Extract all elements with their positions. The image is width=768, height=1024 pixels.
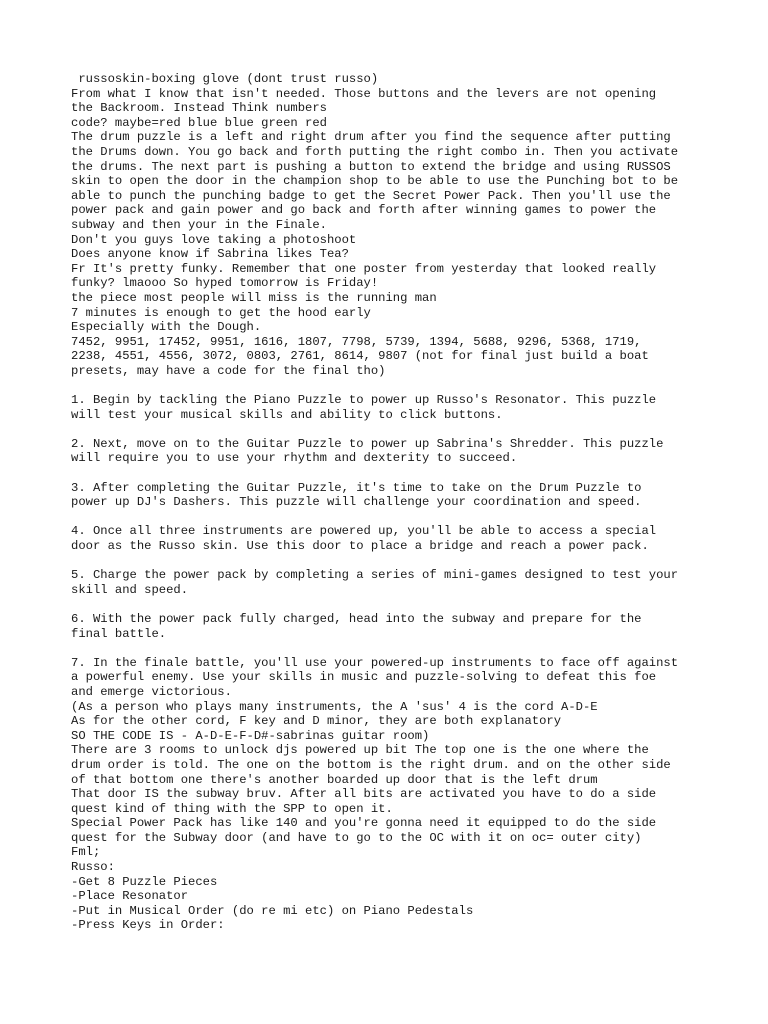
- text-line: power pack and gain power and go back and forth after winning games to power the: [71, 203, 657, 218]
- blank-line: [71, 510, 711, 525]
- text-line: skill and speed.: [71, 582, 189, 597]
- text-line: -Get 8 Puzzle Pieces: [71, 874, 218, 889]
- text-line: and emerge victorious.: [71, 684, 232, 699]
- text-line: Don't you guys love taking a photoshoot: [71, 232, 357, 247]
- text-line: There are 3 rooms to unlock djs powered up bit The top one is the one where the: [71, 743, 649, 758]
- text-line: quest for the Subway door (and have to go to the OC with it on oc= outer city): [71, 830, 642, 845]
- blank-line: [71, 422, 711, 437]
- text-line: The drum puzzle is a left and right drum after you find the sequence after putting: [71, 130, 671, 145]
- text-line: 7452, 9951, 17452, 9951, 1616, 1807, 7798, 5739, 1394, 5688, 9296, 5368, 1719,: [71, 334, 642, 349]
- text-line: That door IS the subway bruv. After all bits are activated you have to do a side: [71, 787, 657, 802]
- text-line: Fml;: [71, 845, 101, 860]
- blank-line: [71, 554, 711, 569]
- text-line: will require you to use your rhythm and dexterity to succeed.: [71, 451, 518, 466]
- text-line: -Put in Musical Order (do re mi etc) on Piano Pedestals: [71, 903, 474, 918]
- text-line: Fr It's pretty funky. Remember that one poster from yesterday that looked really: [71, 261, 657, 276]
- text-line: Russo:: [71, 860, 115, 875]
- text-line: presets, may have a code for the final tho): [71, 363, 386, 378]
- text-line: the Backroom. Instead Think numbers: [71, 101, 327, 116]
- text-line: 5. Charge the power pack by completing a series of mini-games designed to test your: [71, 568, 679, 583]
- text-line: SO THE CODE IS - A-D-E-F-D#-sabrinas guitar room): [71, 728, 430, 743]
- text-line: -Press Keys in Order:: [71, 918, 225, 933]
- text-line: 7 minutes is enough to get the hood early: [71, 305, 371, 320]
- text-line: final battle.: [71, 626, 167, 641]
- text-line: 7. In the finale battle, you'll use your powered-up instruments to face off against: [71, 655, 679, 670]
- text-line: 6. With the power pack fully charged, head into the subway and prepare for the: [71, 611, 642, 626]
- text-line: drum order is told. The one on the bottom is the right drum. and on the other side: [71, 757, 671, 772]
- text-line: (As a person who plays many instruments, the A 'sus' 4 is the cord A-D-E: [71, 699, 598, 714]
- text-line: russoskin-boxing glove (dont trust russo): [71, 72, 379, 86]
- text-line: 4. Once all three instruments are powered up, you'll be able to access a special: [71, 524, 657, 539]
- text-line: 1. Begin by tackling the Piano Puzzle to power up Russo's Resonator. This puzzle: [71, 393, 657, 408]
- text-line: door as the Russo skin. Use this door to place a bridge and reach a power pack.: [71, 539, 649, 553]
- text-line: a powerful enemy. Use your skills in music and puzzle-solving to defeat this foe: [71, 670, 657, 685]
- text-line: will test your musical skills and ability to click buttons.: [71, 407, 503, 422]
- blank-line: [71, 597, 711, 612]
- text-line: quest kind of thing with the SPP to open it.: [71, 801, 393, 816]
- blank-line: [71, 466, 711, 481]
- text-line: -Place Resonator: [71, 889, 189, 904]
- text-line: the piece most people will miss is the running man: [71, 290, 437, 305]
- text-line: Special Power Pack has like 140 and you're gonna need it equipped to do the side: [71, 816, 657, 831]
- blank-line: [71, 641, 711, 656]
- text-line: As for the other cord, F key and D minor, they are both explanatory: [71, 714, 562, 729]
- text-line: power up DJ's Dashers. This puzzle will challenge your coordination and speed.: [71, 495, 642, 510]
- document-page: [71, 72, 711, 933]
- text-line: Does anyone know if Sabrina likes Tea?: [71, 247, 349, 262]
- text-line: 2238, 4551, 4556, 3072, 0803, 2761, 8614, 9807 (not for final just build a boat: [71, 349, 649, 364]
- text-line: subway and then your in the Finale.: [71, 217, 327, 232]
- text-line: Especially with the Dough.: [71, 320, 262, 335]
- text-line: the Drums down. You go back and forth putting the right combo in. Then you activate: [71, 144, 679, 159]
- blank-line: [71, 378, 711, 393]
- text-line: 2. Next, move on to the Guitar Puzzle to power up Sabrina's Shredder. This puzzle: [71, 436, 664, 451]
- text-line: able to punch the punching badge to get the Secret Power Pack. Then you'll use the: [71, 188, 671, 203]
- text-line: 3. After completing the Guitar Puzzle, it's time to take on the Drum Puzzle to: [71, 480, 642, 495]
- text-line: From what I know that isn't needed. Those buttons and the levers are not opening: [71, 86, 657, 101]
- text-line: funky? lmaooo So hyped tomorrow is Friday!: [71, 276, 379, 291]
- text-line: code? maybe=red blue blue green red: [71, 115, 327, 130]
- text-line: of that bottom one there's another boarded up door that is the left drum: [71, 772, 598, 787]
- text-line: skin to open the door in the champion shop to be able to use the Punching bot to be: [71, 174, 679, 189]
- text-line: the drums. The next part is pushing a button to extend the bridge and using RUSSOS: [71, 159, 671, 174]
